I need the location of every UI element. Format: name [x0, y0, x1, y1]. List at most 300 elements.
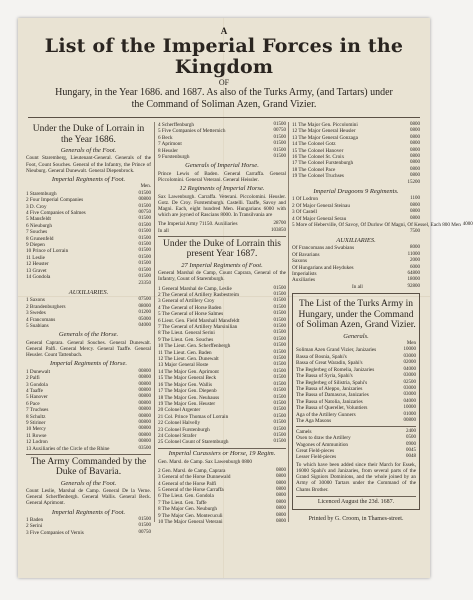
generals-horse-heading: Generals of the Horse. — [58, 331, 119, 339]
row-label: 6 The Lieut. Gen. Gondola — [158, 493, 214, 500]
men-label: Men — [406, 341, 416, 347]
row-label: 24 Colonel Strafer — [158, 432, 197, 439]
lorrain-1686-heading: Under the Duke of Lorrain in the Year 1686. — [32, 124, 145, 145]
row-label: 8 Schultz — [26, 413, 46, 420]
row-label: 6 Lieut. Gen. Field Marshall Mansfeldt — [158, 317, 240, 324]
document-sheet — [18, 18, 473, 578]
row-label: 11 Leslie — [26, 254, 45, 261]
row-value: 0800 — [410, 154, 420, 160]
table-row — [26, 323, 151, 329]
total-foot: 23350 — [138, 280, 151, 286]
regiments-horse-heading: Imperial Regiments of Horse. — [50, 360, 127, 368]
row-value: 02500 — [403, 379, 416, 385]
row-value: 0900 — [406, 441, 416, 447]
in-all-label: In all — [158, 227, 169, 234]
table-row — [292, 222, 473, 229]
row-label: 3 D. Croy — [26, 203, 47, 210]
row-value: 0800 — [410, 147, 420, 153]
list-c1-reg-foot — [26, 191, 151, 281]
header-a: A — [220, 26, 228, 36]
row-value: 2000 — [410, 258, 420, 264]
row-label: 21 Col. Prince Thomas of Lorrain — [158, 413, 229, 420]
list-c1-bav-reg — [26, 517, 151, 536]
row-label: 17 The Colonel Furstenburgh — [292, 160, 354, 167]
row-label: The Beglerbeg of Romelia, Janizaries — [296, 366, 375, 373]
row-label: 9 Furstenburgh — [158, 154, 190, 161]
row-label: Auxiliaries — [292, 277, 316, 284]
row-label: 2 Of Major General Steinau — [292, 202, 350, 209]
section-rule — [158, 236, 286, 237]
row-label: 4 Of Major General Serau — [292, 215, 347, 222]
row-value: 0800 — [276, 493, 286, 499]
row-value: 01500 — [138, 274, 151, 280]
row-value: 0800 — [410, 128, 420, 134]
row-label: 19 The Colonel Truchses — [292, 173, 344, 180]
column-divider — [154, 122, 155, 522]
row-value: 01500 — [273, 122, 286, 127]
row-value: 00750 — [138, 210, 151, 216]
table-row — [26, 530, 151, 536]
row-label: 4 Taaffe — [26, 388, 43, 394]
row-value: 01500 — [273, 298, 286, 304]
column-divider — [288, 122, 289, 522]
row-label: 11 Rowse — [26, 432, 47, 439]
generals-foot-text: Count Staremberg, Lieutenant-General. Generals of the Foot, Count Souches. General of the Infantry, the Prince of Nieuburg. General Dunewalt. General Diepenbrock. — [26, 155, 151, 174]
row-label: 14 The Colonel Gotz — [292, 141, 336, 148]
row-label: 6 Nieuburgh — [26, 222, 52, 229]
row-value: 01500 — [273, 362, 286, 368]
list-c1-aux — [26, 297, 151, 329]
row-label: 8 Grunenfeld — [26, 235, 54, 242]
row-label: Bassa of Great Waradin, Spahi's — [296, 360, 363, 367]
row-label: 10 Prince of Lorrain — [26, 248, 69, 255]
row-value: 03500 — [138, 445, 151, 451]
row-value: 0800 — [276, 519, 286, 525]
row-value: 00800 — [138, 368, 151, 374]
row-value: 04000 — [403, 398, 416, 404]
in-all-row — [158, 228, 286, 234]
row-label: 1 Of Lodron — [292, 196, 318, 203]
row-value: 01500 — [273, 432, 286, 438]
auxiliaries-heading: AUXILIARIES. — [68, 288, 109, 296]
row-label: 3 Swedes — [26, 310, 46, 317]
row-value: 0800 — [410, 215, 420, 221]
list-c3-aux — [292, 245, 420, 283]
row-label: 7 The Lieut. Gen. Taffe — [158, 499, 207, 506]
row-value: 01500 — [138, 248, 151, 254]
total-row — [26, 281, 151, 287]
row-label: 5 Five Companies of Metternich — [158, 128, 226, 135]
generals-imperial-horse-text: Prince Lewis of Baden. General Carraffa. General Piccolomini. General Veterani. General Heissler. — [158, 170, 286, 184]
row-label: 7 The General of Artillery Marsinilian — [158, 324, 238, 331]
row-value: 0800 — [276, 480, 286, 486]
row-value: 01500 — [273, 141, 286, 147]
row-value: 01500 — [273, 336, 286, 342]
dragoons-total: 7500 — [410, 228, 420, 234]
row-value: 01500 — [273, 317, 286, 323]
row-label: 13 Gravet — [26, 267, 47, 274]
row-value: 18000 — [407, 277, 420, 283]
list-c3-top — [292, 122, 420, 180]
imperial-army-label: The Imperial Army 71150. Auxiliaries — [158, 221, 238, 228]
dragoons-heading: Imperial Dragoons 9 Regiments. — [313, 188, 399, 196]
imperial-army-aux: 28700 — [273, 221, 286, 227]
row-label: Saxons — [292, 258, 307, 265]
row-value: 01500 — [273, 285, 286, 291]
row-label: 10 The Lieut. Gen. Scherffenbergh — [158, 343, 231, 350]
row-label: The Aga Masons — [296, 417, 332, 424]
row-value: 8000 — [410, 245, 420, 251]
column-1 — [26, 122, 151, 536]
row-value: 03000 — [403, 373, 416, 379]
row-label: 9 The Lieut. Gen. Souches — [158, 336, 214, 343]
row-label: Lesser Field-pieces — [296, 454, 337, 461]
row-value: 01500 — [138, 190, 151, 196]
generals-foot-heading: Generals of the Foot. — [60, 147, 117, 154]
row-label: 8 Heusler — [158, 147, 179, 154]
row-value: 01200 — [138, 310, 151, 316]
column-2 — [158, 122, 286, 526]
regiments-foot-heading: Imperial Regiments of Foot. — [51, 176, 126, 184]
row-label: 14 Gondola — [26, 274, 51, 281]
row-label: 10 The Major General Veterani — [158, 519, 223, 526]
row-label: Aga of the Artillery Gunners — [296, 411, 356, 418]
row-value: 00800 — [138, 407, 151, 413]
row-value: 01500 — [273, 311, 286, 317]
row-label: The Bassa of Querellet, Voluntiers — [296, 405, 368, 412]
row-value: 10000 — [403, 347, 416, 353]
row-value: 01500 — [138, 254, 151, 260]
row-label: 1 Staremburgh — [26, 190, 57, 197]
row-value: 0800 — [276, 499, 286, 505]
row-value: 01500 — [273, 426, 286, 432]
row-label: 2 Gen. Marsl. de Camp, Caprara — [158, 467, 226, 474]
row-value: 01500 — [273, 343, 286, 349]
row-label: 1 General Marshal de Camp, Leslie — [158, 285, 232, 292]
row-label: Of Francomans and Swabians — [292, 245, 355, 252]
row-value: 2400 — [406, 428, 416, 434]
grand-total: 92800 — [407, 283, 420, 289]
row-label: 2 Serini — [26, 523, 43, 530]
row-value: 01500 — [273, 420, 286, 426]
row-value: 01500 — [273, 407, 286, 413]
row-label: 12 Lodron — [26, 439, 48, 446]
row-value: 01500 — [138, 516, 151, 522]
row-label: 6 Beck — [158, 134, 173, 141]
row-label: Of Hungarians and Heydukes — [292, 264, 354, 271]
list-c2-cuir — [158, 468, 286, 526]
row-value: 01500 — [273, 154, 286, 160]
turks-generals-heading: Generals. — [343, 332, 369, 340]
row-label: 7 Truchses — [26, 407, 49, 414]
row-value: 01500 — [273, 356, 286, 362]
row-label: 1 Baden — [26, 516, 44, 523]
imperial-horse-regiments-heading: 12 Regiments of Imperial Horse. — [179, 185, 265, 193]
row-value: 01500 — [273, 400, 286, 406]
row-value: 01500 — [138, 261, 151, 267]
row-value: 0800 — [410, 141, 420, 147]
row-label: 16 The Major Gen. Wallis — [158, 381, 212, 388]
regiments-foot-1687-heading: 27 Imperial Regiments of Foot. — [181, 261, 263, 269]
row-label: 9 Diepen — [26, 242, 45, 249]
row-value: 1100 — [410, 196, 420, 202]
row-label: 12 The Major General Heusler — [292, 128, 356, 135]
row-value: 01500 — [273, 381, 286, 387]
row-label: 5 More of Heberville, Of Savoy, Of Durlow Of Magni, Of Kessel, Each 800 Men — [292, 222, 461, 229]
imperial-horse-regiments-text: Sax Lawenburgh. Carraffa. Veterani. Piccolomini. Heusler. Gotz. De Croy. Furstemburgh. Castelli. Taaffe, Savoy and Magni. Each, eight hundred Men. Hungarians 6000 with which are joyned of Rascians 8000. In Transilvania are — [158, 193, 286, 219]
row-value: 04000 — [403, 366, 416, 372]
row-label: 13 The Major General Gonzaga — [292, 134, 358, 141]
row-label: 2 The General of Artillery Rasbestreim — [158, 292, 240, 298]
section-rule — [296, 496, 416, 497]
row-value: 0800 — [410, 160, 420, 166]
row-value: 0800 — [276, 512, 286, 518]
row-value: 01500 — [273, 368, 286, 374]
row-value: 00800 — [403, 417, 416, 423]
row-value: 01500 — [273, 292, 286, 297]
row-label: 20 Colonel Argenter — [158, 407, 201, 414]
row-value: 01500 — [273, 349, 286, 355]
auxiliaries-1687-heading: AUXILIARIES. — [336, 236, 376, 244]
row-label: 2 Palfi — [26, 375, 40, 382]
row-label: 18 The Major Gen. Neuhauss — [158, 394, 220, 401]
row-label: 5 General of the Horse Carraffa — [158, 487, 224, 494]
table-row — [158, 519, 286, 525]
row-value: 01500 — [273, 147, 286, 153]
row-value: 0045 — [406, 448, 416, 454]
row-label: 18 The Colonel Pace — [292, 166, 336, 173]
header-of: OF — [218, 78, 230, 87]
section-rule — [158, 448, 286, 449]
printer-line: Printed by G. Croom, in Thames-street. — [308, 515, 404, 522]
row-label: 3 General of Artillery Croy — [158, 298, 215, 305]
bavaria-regiments-heading: Imperial Regiments of Foot. — [51, 508, 126, 516]
row-label: 17 The Major Gen. Diepenb — [158, 388, 217, 395]
lorrain-1687-heading: Under the Duke of Lorrain this present Year 1687. — [163, 238, 281, 260]
row-value: 01500 — [273, 375, 286, 381]
bavaria-generals-heading: Generals of the Foot. — [60, 479, 117, 487]
row-value: 0800 — [276, 506, 286, 512]
document-subtitle-1: Hungary, in the Year 1686. and 1687. As also of the Turks Army, (and Tartars) under — [55, 87, 393, 98]
row-value: 0800 — [410, 166, 420, 172]
row-value: 07500 — [138, 297, 151, 303]
row-value: 0500 — [406, 435, 416, 441]
row-label: Bassa of Bosnia, Spahi's — [296, 353, 347, 360]
row-value: 11000 — [407, 251, 420, 257]
row-label: The Bassa of Syria, Spahi's — [296, 373, 353, 380]
row-label: 3 Five Companies of Vernis — [26, 529, 84, 536]
row-label: 8 The Lieut. General Serini — [158, 330, 215, 337]
row-value: 04000 — [138, 322, 151, 328]
row-label: 4 Scherffenburgh — [158, 122, 194, 128]
row-value: 01500 — [273, 439, 286, 445]
row-value: 64800 — [407, 270, 420, 276]
row-value: 03000 — [403, 392, 416, 398]
licensed-line: Licenced August the 23d. 1687. — [317, 499, 395, 506]
header-rule — [28, 117, 420, 118]
list-c1-reg-horse — [26, 369, 151, 452]
row-label: 19 The Major Gen. Heuster — [158, 400, 216, 407]
turks-army-heading: The List of the Turks Army in Hungary, under the Command of Soliman Azen, Grand Vizier. — [296, 299, 416, 331]
row-value: 01500 — [138, 216, 151, 222]
row-value: 01500 — [138, 229, 151, 235]
row-value: 02000 — [403, 360, 416, 366]
in-all-value: 103850 — [271, 227, 286, 233]
curassiers-intro: Gen. Marsl. de Camp. Sax Lawenburgh 0800 — [158, 458, 252, 465]
row-value: 01500 — [273, 304, 286, 310]
row-label: 11 The Major Gen. Piccolomini — [292, 122, 358, 128]
row-label: 4 Five Companies of Salmes — [26, 210, 86, 217]
table-row — [158, 154, 286, 160]
row-label: 25 Colonel Count of Staremburgh — [158, 439, 229, 446]
row-value: 01500 — [273, 324, 286, 330]
row-value: 00800 — [138, 197, 151, 203]
row-label: 7 Aprimont — [158, 141, 182, 148]
row-label: 5 Hanover — [26, 394, 48, 401]
row-value: 00800 — [138, 439, 151, 445]
row-value: 4000 — [462, 222, 473, 228]
row-value: 01500 — [273, 394, 286, 400]
row-value: 01500 — [138, 222, 151, 228]
row-label: 22 Colonel Halvelly — [158, 420, 201, 427]
row-label: 9 Stiriner — [26, 420, 46, 427]
row-value: 01500 — [138, 235, 151, 241]
section-rule — [26, 454, 151, 455]
row-label: 5 Suabians — [26, 322, 49, 329]
row-label: 3 Gondola — [26, 381, 48, 388]
row-value: 6000 — [410, 264, 420, 270]
list-c2-top — [158, 122, 286, 160]
row-value: 00800 — [138, 394, 151, 400]
row-label: 7 Souches — [26, 229, 48, 236]
row-value: 00750 — [273, 128, 286, 134]
row-value: 01500 — [138, 523, 151, 529]
total-row — [292, 229, 420, 235]
row-label: 23 Colonel Furstenburgh — [158, 426, 210, 433]
row-value: 01500 — [273, 413, 286, 419]
row-label: 13 Major General Hoste — [158, 362, 209, 369]
document-subtitle-2: the Command of Soliman Azen, Grand Vizier. — [131, 99, 317, 110]
document-header — [28, 26, 420, 111]
row-value: 0800 — [410, 173, 420, 179]
row-label: Soliman Azen Grand Vizier, Janizaries — [296, 347, 377, 354]
regiments-foot-1687-intro: General Marshal de Camp, Count Caprara, General of the Infantry, Count of Staremburgh. — [158, 270, 286, 283]
row-value: 03000 — [403, 353, 416, 359]
row-label: Of Bavarians — [292, 251, 320, 258]
row-value: 01500 — [273, 330, 286, 336]
row-label: Wagones of Ammunition — [296, 441, 349, 448]
row-label: 15 The Colonel Hanover — [292, 147, 344, 154]
row-label: 10 Mercy — [26, 426, 47, 433]
row-value: 0800 — [410, 202, 420, 208]
row-value: 0800 — [276, 474, 286, 480]
row-value: 00800 — [138, 388, 151, 393]
table-row — [158, 439, 286, 445]
row-value: 05000 — [138, 316, 151, 322]
list-c3-camels — [296, 429, 416, 461]
row-label: Great Field-pieces — [296, 448, 335, 455]
row-label: 6 Pace — [26, 400, 40, 407]
row-label: 2 Four Imperial Companies — [26, 197, 84, 204]
row-value: 00800 — [138, 426, 151, 432]
generals-imperial-horse-heading: Generals of Imperial Horse. — [185, 162, 259, 170]
row-label: 14 The Major Gen. Aprimont — [158, 368, 219, 375]
table-row — [26, 446, 151, 452]
row-value: 00800 — [138, 381, 151, 387]
row-value: 0800 — [276, 487, 286, 493]
table-row — [296, 454, 416, 460]
document-title: List of the Imperial Forces in the Kingdom — [44, 35, 404, 78]
row-value: 01500 — [138, 203, 151, 209]
row-label: 16 The Colonel St. Croix — [292, 154, 345, 161]
row-label: 15 The Major General Beck — [158, 375, 217, 382]
tartars-text: To which have been added since their March for Essek, 16000 Spahi's and Janizaries, from several parts of the Grand Signiors Dominions, and the whole joined by an Army of 30000 Tartars under the Command of the Chams Brother. — [296, 461, 416, 493]
row-label: 4 The General of Horse Baden — [158, 304, 222, 311]
row-value: 01500 — [138, 242, 151, 248]
turks-army-box — [292, 293, 420, 510]
row-value: 00800 — [138, 432, 151, 438]
row-value: 08000 — [138, 303, 151, 309]
row-label: 2 Brandenburghers — [26, 303, 66, 310]
generals-horse-text: General Caprara. General Souches. General Dunewalt. General Palfi. General Mercy. General Taaffe. General Heusler. Count Tattenbach. — [26, 339, 151, 359]
row-label: The Beglerbeg of Silistria, Spahi's — [296, 379, 368, 386]
row-label: The Bassa of Damascus, Janizaries — [296, 392, 369, 399]
row-value: 0800 — [410, 122, 420, 127]
curassiers-heading: Imperial Curassiers or Horse, 19 Regim. — [168, 450, 276, 458]
row-label: 3 Of Castell — [292, 209, 318, 216]
row-value: 03000 — [403, 385, 416, 391]
row-value: 00800 — [138, 413, 151, 419]
row-label: 12 Heuster — [26, 261, 49, 268]
row-label: 8 The Major Gen. Neuburgh — [158, 506, 218, 513]
row-value: 00800 — [138, 375, 151, 381]
row-label: 13 Auxiliaries of the Circle of the Rhine — [26, 445, 110, 452]
list-c3-turks — [296, 347, 416, 424]
row-value: 01500 — [273, 134, 286, 140]
row-label: 12 The Lieut. Gen. Dunewalt — [158, 356, 219, 363]
row-value: 10000 — [403, 405, 416, 411]
row-label: Camels — [296, 428, 312, 435]
row-label: Imperialists — [292, 270, 317, 277]
row-value: 00800 — [138, 400, 151, 406]
section-rule — [296, 426, 416, 427]
row-label: 1 Dunewalt — [26, 368, 51, 375]
column-3 — [292, 122, 473, 522]
row-label: Oxen to draw the Artillery — [296, 435, 351, 442]
row-value: 00800 — [138, 420, 151, 426]
row-value: 01000 — [403, 411, 416, 417]
bavaria-generals-text: Count Leslie, Marshal de Camp. General De la Verne. General Scherffenbergh. General Wallis. General Beck. General Aprimont. — [26, 487, 151, 507]
row-value: 0800 — [276, 467, 286, 473]
row-label: 11 The Lieut. Gen. Baden — [158, 349, 212, 356]
row-value: 01500 — [138, 267, 151, 273]
table-row — [296, 418, 416, 424]
row-label: The Bassa of Aleppo, Janizaries — [296, 385, 363, 392]
row-value: 01500 — [273, 388, 286, 394]
total-row — [292, 180, 420, 186]
row-label: 4 Francomans — [26, 316, 56, 323]
grand-total-row — [292, 284, 420, 290]
men-label: Men. — [140, 184, 151, 190]
row-value: 00750 — [138, 529, 151, 535]
list-c3-dragoons — [292, 196, 473, 229]
row-label: 1 Saxons — [26, 297, 45, 304]
row-value: 0800 — [410, 134, 420, 140]
row-label: 4 General of the Horse Palfi — [158, 480, 217, 487]
row-value: 0048 — [406, 454, 416, 460]
row-label: 9 The Major Gen. Montecuculi — [158, 512, 223, 519]
grand-total-label: In all — [352, 283, 363, 290]
